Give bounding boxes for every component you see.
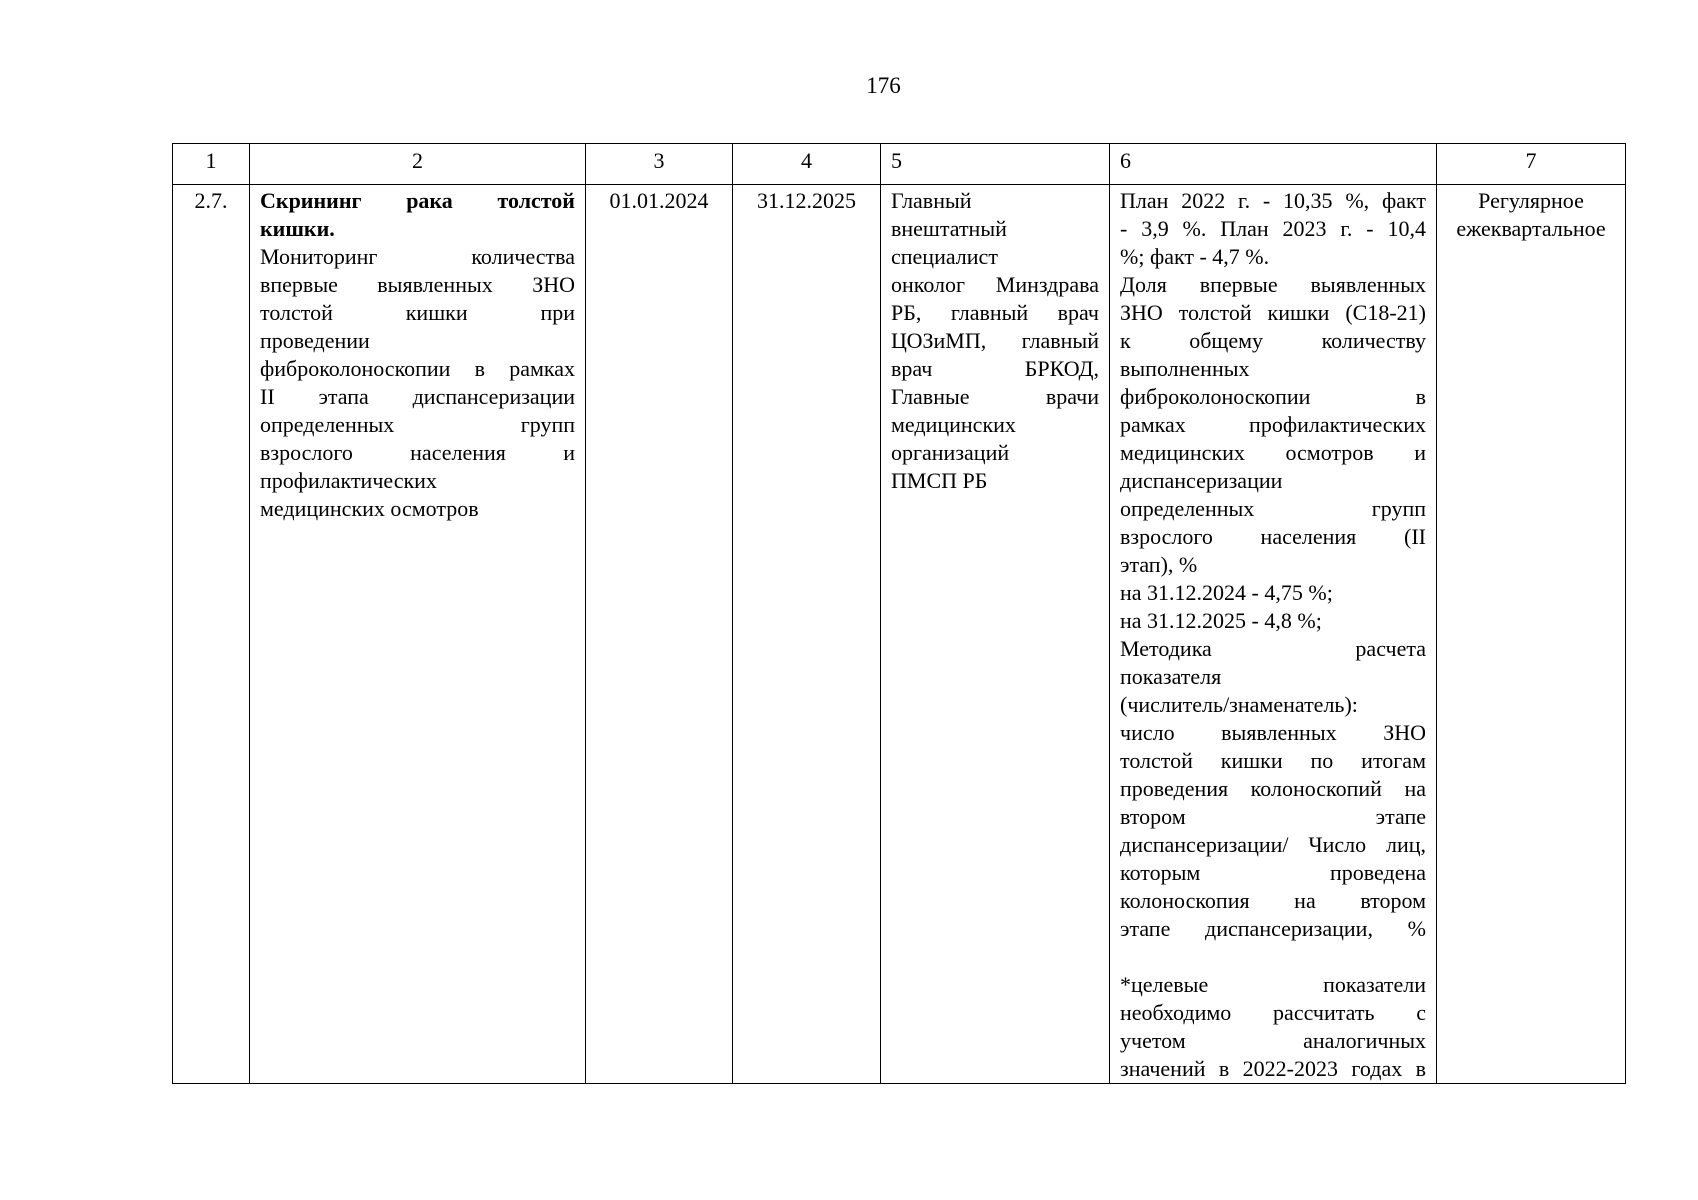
text-line: Регулярное (1478, 188, 1584, 213)
text-line: этап), % (1120, 552, 1198, 577)
text-line: число выявленных ЗНО (1120, 720, 1426, 745)
text-line: проведении (260, 328, 370, 353)
text-line: (числитель/знаменатель): (1120, 692, 1358, 717)
text-line: выполненных (1120, 356, 1250, 381)
page-number: 176 (866, 73, 901, 98)
end-date: 31.12.2025 (733, 185, 881, 1084)
text-line: медицинских осмотров и (1120, 440, 1426, 465)
text-line: ПМСП РБ (891, 468, 988, 493)
text-line: ежеквартальное (1456, 216, 1606, 241)
periodicity-cell (1437, 185, 1626, 1084)
text-line: колоноскопия на втором (1120, 888, 1426, 913)
text-line: Главные врачи (891, 384, 1099, 409)
column-header-6: 6 (1110, 144, 1437, 185)
text-line: Мониторинг количества (260, 244, 575, 269)
periodicity-text (1447, 187, 1615, 243)
text-line: толстой кишки по итогам (1120, 748, 1426, 773)
text-line: ЗНО толстой кишки (С18-21) (1120, 300, 1426, 325)
text-line: специалист (891, 244, 998, 269)
text-line: медицинских (891, 412, 1016, 437)
text-line: фиброколоноскопии в (1120, 384, 1426, 409)
text-line: кишки. (260, 216, 335, 241)
text-line: %; факт - 4,7 %. (1120, 244, 1270, 269)
indicator-text (1120, 187, 1426, 1083)
text-line: диспансеризации/ Число лиц, (1120, 832, 1426, 857)
text-line: - 3,9 %. План 2023 г. - 10,4 (1120, 216, 1426, 241)
monitoring-table (172, 143, 1626, 1084)
column-header-7: 7 (1437, 144, 1626, 185)
row-number: 2.7. (173, 185, 250, 1084)
text-line: необходимо рассчитать с (1120, 1000, 1426, 1025)
text-line: к общему количеству (1120, 328, 1426, 353)
text-line: внештатный (891, 216, 1007, 241)
text-line: на 31.12.2024 - 4,75 %; (1120, 580, 1333, 605)
text-line: План 2022 г. - 10,35 %, факт (1120, 188, 1426, 213)
text-line: II этапа диспансеризации (260, 384, 575, 409)
text-line: диспансеризации (1120, 468, 1283, 493)
text-line: медицинских осмотров (260, 496, 479, 521)
indicator-cell (1110, 185, 1437, 1084)
text-line: РБ, главный врач (891, 300, 1099, 325)
text-line: Методика расчета (1120, 636, 1426, 661)
text-line: проведения колоноскопий на (1120, 776, 1426, 801)
column-header-1: 1 (173, 144, 250, 185)
text-line: определенных групп (260, 412, 575, 437)
text-line: взрослого населения (II (1120, 524, 1426, 549)
text-line: толстой кишки при (260, 300, 575, 325)
column-header-4: 4 (733, 144, 881, 185)
text-line: организаций (891, 440, 1010, 465)
text-line: ЦОЗиМП, главный (891, 328, 1099, 353)
text-line: на 31.12.2025 - 4,8 %; (1120, 608, 1322, 633)
column-header-5: 5 (881, 144, 1110, 185)
text-line: втором этапе (1120, 804, 1426, 829)
text-line: *целевые показатели (1120, 972, 1426, 997)
text-line: профилактических (260, 468, 437, 493)
responsible-text (891, 187, 1099, 495)
text-line: учетом аналогичных (1120, 1028, 1426, 1053)
text-line: определенных групп (1120, 496, 1426, 521)
text-line: врач БРКОД, (891, 356, 1099, 381)
text-line: Главный (891, 188, 972, 213)
column-header-3: 3 (586, 144, 733, 185)
text-line: онколог Минздрава (891, 272, 1099, 297)
responsible-cell (881, 185, 1110, 1084)
text-line: Доля впервые выявленных (1120, 272, 1426, 297)
measure-title (260, 187, 575, 243)
text-line: фиброколоноскопии в рамках (260, 356, 575, 381)
text-line: показателя (1120, 664, 1222, 689)
text-line: значений в 2022-2023 годах в (1120, 1056, 1426, 1081)
column-number-row (173, 144, 1626, 185)
text-line: впервые выявленных ЗНО (260, 272, 575, 297)
text-line: этапе диспансеризации, % (1120, 916, 1426, 941)
blank-line (1120, 943, 1426, 971)
table-row (173, 185, 1626, 1084)
measure-description (260, 243, 575, 523)
measure-cell (250, 185, 586, 1084)
column-header-2: 2 (250, 144, 586, 185)
text-line: Скрининг рака толстой (260, 188, 575, 213)
text-line: взрослого населения и (260, 440, 575, 465)
start-date: 01.01.2024 (586, 185, 733, 1084)
text-line: рамках профилактических (1120, 412, 1426, 437)
text-line: которым проведена (1120, 860, 1426, 885)
